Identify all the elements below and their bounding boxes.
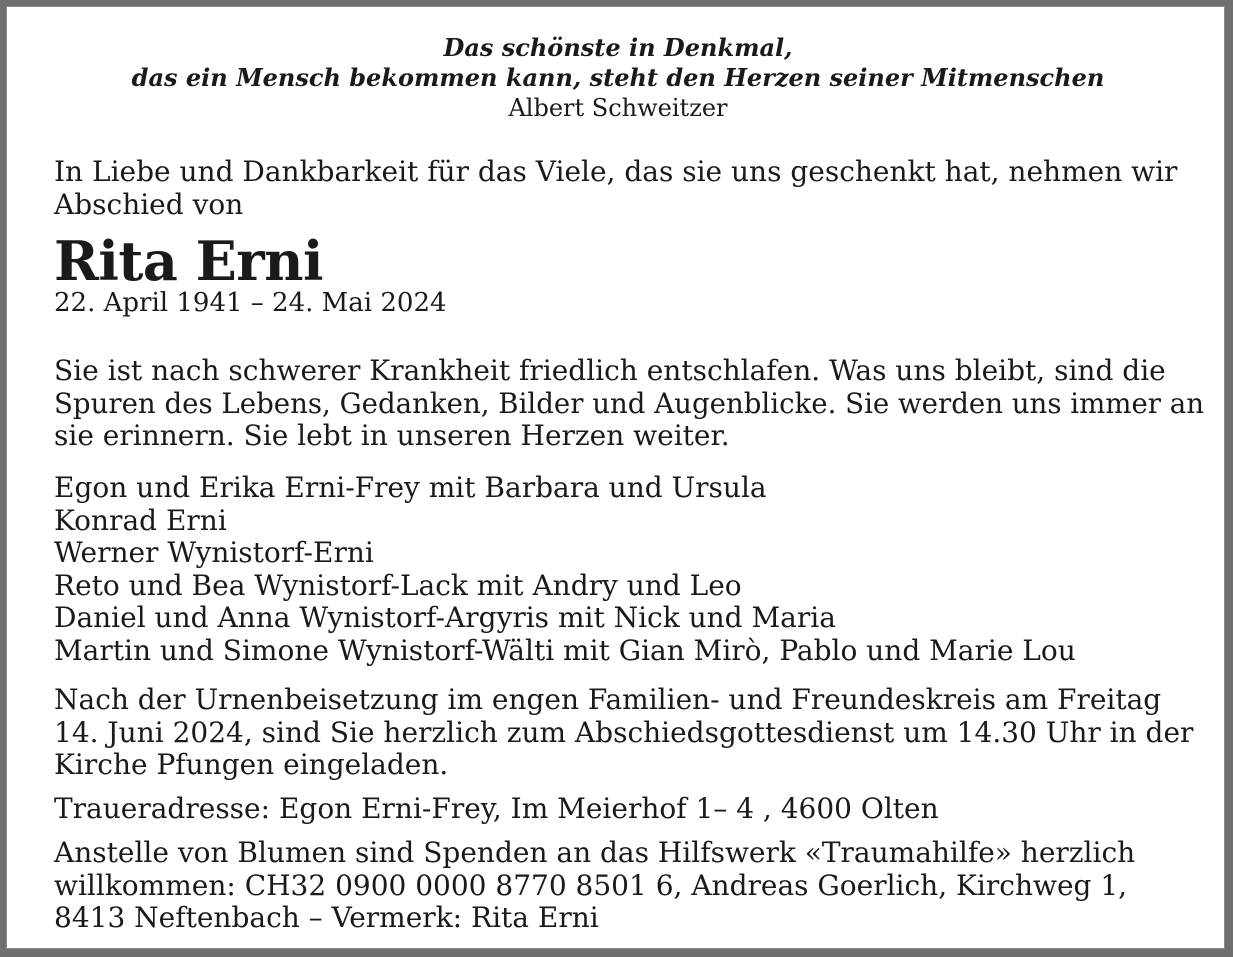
message-line: Spuren des Lebens, Gedanken, Bilder und Augenblicke. Sie werden uns immer an (54, 386, 1205, 420)
quote-author: Albert Schweitzer (508, 94, 728, 122)
service-info (54, 684, 1204, 782)
message-line: Sie ist nach schwerer Krankheit friedlich entschlafen. Was uns bleibt, sind die (54, 354, 1166, 387)
deceased-name: Rita Erni (54, 229, 324, 293)
donation-line: 8413 Neftenbach – Vermerk: Rita Erni (54, 901, 599, 934)
intro-line-1: In Liebe und Dankbarkeit für das Viele, das sie uns geschenkt hat, nehmen wir (54, 155, 1178, 188)
message-line: sie erinnern. Sie lebt in unseren Herzen weiter. (54, 419, 730, 452)
epigraph-quote (54, 33, 1182, 123)
mourner-entry: Konrad Erni (54, 503, 227, 537)
service-line: Nach der Urnenbeisetzung im engen Familien- und Freundeskreis am Freitag (54, 683, 1162, 716)
donation-info (54, 837, 1204, 935)
mourner-entry: Egon und Erika Erni-Frey mit Barbara und Ursula (54, 471, 767, 504)
intro-text (54, 156, 1204, 221)
donation-line: Anstelle von Blumen sind Spenden an das Hilfswerk «Traumahilfe» herzlich (54, 836, 1136, 869)
mourning-address (54, 793, 1204, 826)
service-line: 14. Juni 2024, sind Sie herzlich zum Abschiedsgottesdienst um 14.30 Uhr in der (54, 715, 1194, 749)
mourners-list (54, 472, 1204, 667)
mourner-entry: Daniel und Anna Wynistorf-Argyris mit Nick und Maria (54, 601, 836, 634)
life-dates: 22. April 1941 – 24. Mai 2024 (54, 288, 447, 318)
farewell-message (54, 355, 1204, 453)
address-line: Traueradresse: Egon Erni-Frey, Im Meierhof 1– 4 , 4600 Olten (54, 792, 939, 825)
obituary-notice (6, 6, 1225, 949)
quote-line-2: das ein Mensch bekommen kann, steht den Herzen seiner Mitmenschen (131, 63, 1105, 92)
quote-line-1: Das schönste in Denkmal, (443, 33, 793, 62)
mourner-entry: Reto und Bea Wynistorf-Lack mit Andry und Leo (54, 568, 742, 602)
mourner-entry: Werner Wynistorf-Erni (54, 536, 374, 569)
service-line: Kirche Pfungen eingeladen. (54, 748, 449, 781)
intro-line-2: Abschied von (54, 187, 244, 221)
mourner-entry: Martin und Simone Wynistorf-Wälti mit Gian Mirò, Pablo und Marie Lou (54, 633, 1076, 667)
donation-line: willkommen: CH32 0900 0000 8770 8501 6, Andreas Goerlich, Kirchweg 1, (54, 868, 1128, 902)
